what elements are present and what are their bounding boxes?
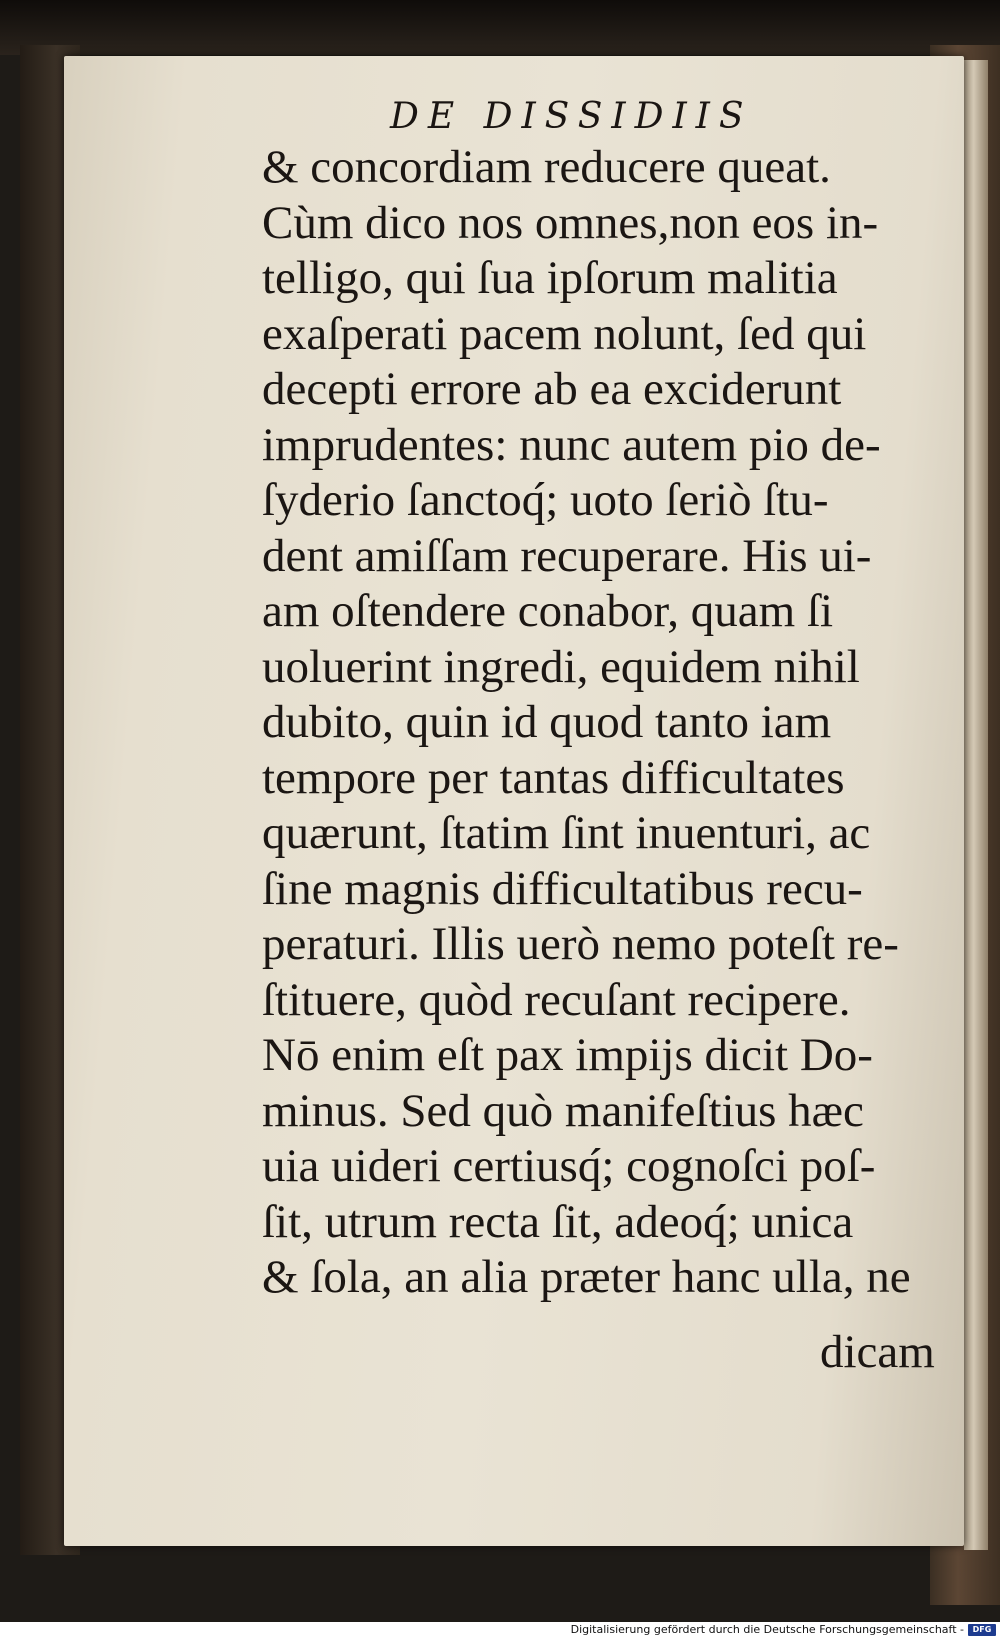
- running-head: DE DISSIDIIS: [390, 96, 753, 137]
- text-line: telligo, qui ſua ipſorum malitia: [262, 252, 838, 304]
- funding-credit: Digitalisierung gefördert durch die Deutsche Forschungsgemeinschaft -: [570, 1623, 964, 1636]
- text-line: tempore per tantas difficultates: [262, 751, 845, 804]
- text-line: ſit, utrum recta ſit, adeoq́; unica: [262, 1195, 854, 1248]
- text-line: decepti errore ab ea exciderunt: [262, 363, 842, 415]
- text-line: am oſtendere conabor, quam ſi: [262, 585, 834, 637]
- text-line: dubito, quin id quod tanto iam: [262, 696, 832, 748]
- text-line: Nō enim eſt pax impijs dicit Do-: [262, 1029, 873, 1081]
- footer-bar: [0, 1622, 1000, 1638]
- book-shadow: [0, 0, 1000, 55]
- text-line: ſtituere, quòd recuſant recipere.: [262, 973, 851, 1026]
- text-line: Cùm dico nos omnes,non eos in-: [262, 196, 879, 249]
- text-line: peraturi. Illis uerò nemo poteſt re-: [262, 918, 899, 970]
- dfg-logo: DFG: [968, 1624, 996, 1636]
- text-line: & concordiam reducere queat.: [262, 141, 831, 193]
- text-line: ſyderio ſanctoq́; uoto ſeriò ſtu-: [262, 474, 829, 526]
- text-line: uia uideri certiusq́; cognoſci poſ-: [262, 1140, 876, 1192]
- page-edge: [964, 60, 988, 1550]
- text-line: uoluerint ingredi, equidem nihil: [262, 640, 860, 693]
- text-line: dent amiſſam recuperare. His ui-: [262, 529, 872, 582]
- text-line: minus. Sed quò manifeſtius hæc: [262, 1084, 864, 1137]
- text-block: [262, 140, 942, 1306]
- text-line: exaſperati pacem nolunt, ſed qui: [262, 307, 867, 360]
- text-line: quærunt, ſtatim ſint inuenturi, ac: [262, 807, 871, 859]
- text-line: imprudentes: nunc autem pio de-: [262, 418, 881, 471]
- text-line: & ſola, an alia præter hanc ulla, ne: [262, 1251, 911, 1303]
- text-line: ſine magnis difficultatibus recu-: [262, 862, 863, 915]
- catchword: dicam: [820, 1326, 935, 1378]
